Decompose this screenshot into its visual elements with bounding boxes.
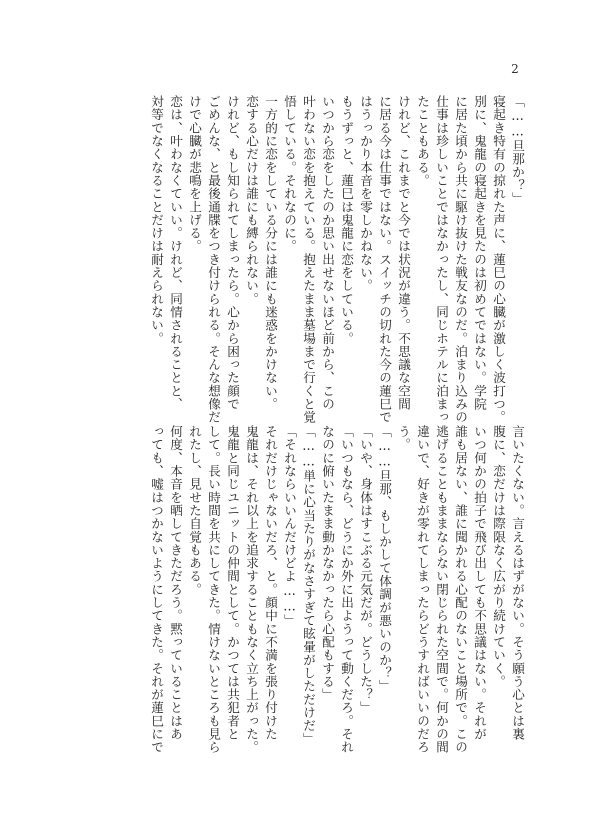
bottom-text-column: れたし、見せた自覚もある。: [187, 425, 202, 596]
bottom-text-column: 「それならいいんだけどよ……」: [282, 425, 297, 628]
bottom-text-column: 誰も居ない、誰に聞かれる心配のないこと場所で。この: [453, 425, 468, 754]
bottom-text-column: なのに俯いたまま動かなかったら心配もする」: [320, 425, 335, 702]
text-block-top: [147, 95, 527, 424]
bottom-text-column: して。長い時間を共にしてきた。情けないところも見ら: [206, 425, 221, 754]
bottom-text-column: 「……旦那、もしかして体調が悪いのか？」: [377, 425, 392, 693]
bottom-text-column: 逃げることもままならない閉じられた空間で。何かの間: [434, 425, 449, 754]
bottom-text-column: っても、嘘はつかないようにしてきた。それが蓮巳にで: [149, 425, 164, 754]
bottom-text-column: 違いで、好きが零れてしまったらどうすればいいのだろ: [415, 425, 430, 754]
bottom-text-column: 言いたくない。言えるはずがない。そう願う心とは裏: [510, 425, 525, 741]
top-text-column: 叶わない恋を抱えている。抱えたまま墓場まで行くと覚: [301, 95, 316, 424]
top-text-column: 恋する心だけは誰にも縛られない。: [244, 95, 259, 306]
top-text-column: けれど、もし知られてしまったら。心から困った顔で: [225, 95, 240, 411]
top-text-column: に居る今は仕事ではない。スイッチの切れた今の蓮巳で: [377, 95, 392, 424]
top-text-column: 対等でなくなることだけは耐えられない。: [149, 95, 164, 345]
bottom-text-column: 鬼龍は、それ以上を追求することもなく立ち上がった。: [244, 425, 259, 754]
bottom-text-column: 「……単に心当たりがなさすぎて眩暈がしただけだ」: [301, 425, 316, 746]
top-text-column: はうっかり本音を零しかねない。: [358, 95, 373, 293]
bottom-text-column: いつ何かの拍子で飛び出しても不思議はない。それが: [472, 425, 487, 741]
bottom-text-column: う。: [396, 425, 411, 452]
bottom-text-column: 「いつもなら、どうにか外に出ようって動くだろ。それ: [339, 425, 354, 754]
bottom-text-column: 何度、本音を晒してきただろう。黙っていることはあ: [168, 425, 183, 741]
text-block-bottom: [147, 425, 527, 754]
top-text-column: に居た頃から共に駆け抜けた戦友なのだ。泊まり込みの: [453, 95, 468, 424]
top-text-column: けれど、これまでと今では状況が違う。不思議な空間: [396, 95, 411, 411]
top-text-column: 悟している。それなのに。: [282, 95, 297, 253]
top-text-column: いつから恋をしたのか思い出せないほど前から、この: [320, 95, 335, 411]
top-text-column: 仕事は珍しいことではなかったし、同じホテルに泊まっ: [434, 95, 449, 424]
bottom-text-column: 「いや、身体はすこぶる元気だが。どうした？」: [358, 425, 373, 715]
top-text-column: もうずっと、蓮巳は鬼龍に恋をしている。: [339, 95, 354, 345]
top-text-column: 別に、鬼龍の寝起きを見たのは初めてではない。学院: [472, 95, 487, 411]
top-text-column: 恋は、叶わなくていい。けれど、同情されることと、: [168, 95, 183, 411]
bottom-text-column: それだけじゃないだろ、と。顔中に不満を張り付けた: [263, 425, 278, 741]
bottom-text-column: 鬼龍と同じユニットの仲間として。かつては共犯者と: [225, 425, 240, 741]
top-text-column: 「……旦那か？」: [510, 95, 525, 205]
top-text-column: ごめんな、と最後通牒をつき付けられる。そんな想像だ: [206, 95, 221, 424]
top-text-column: 一方的に恋をしている分には誰にも迷惑をかけない。: [263, 95, 278, 411]
bottom-text-column: 腹に、恋だけは際限なく広がり続けていく。: [491, 425, 506, 688]
top-text-column: けで心臓が悲鳴を上げる。: [187, 95, 202, 253]
page-number: 2: [511, 62, 519, 76]
top-text-column: たこともある。: [415, 95, 430, 188]
top-text-column: 寝起き特有の掠れた声に、蓮巳の心臓が激しく波打つ。: [491, 95, 506, 424]
